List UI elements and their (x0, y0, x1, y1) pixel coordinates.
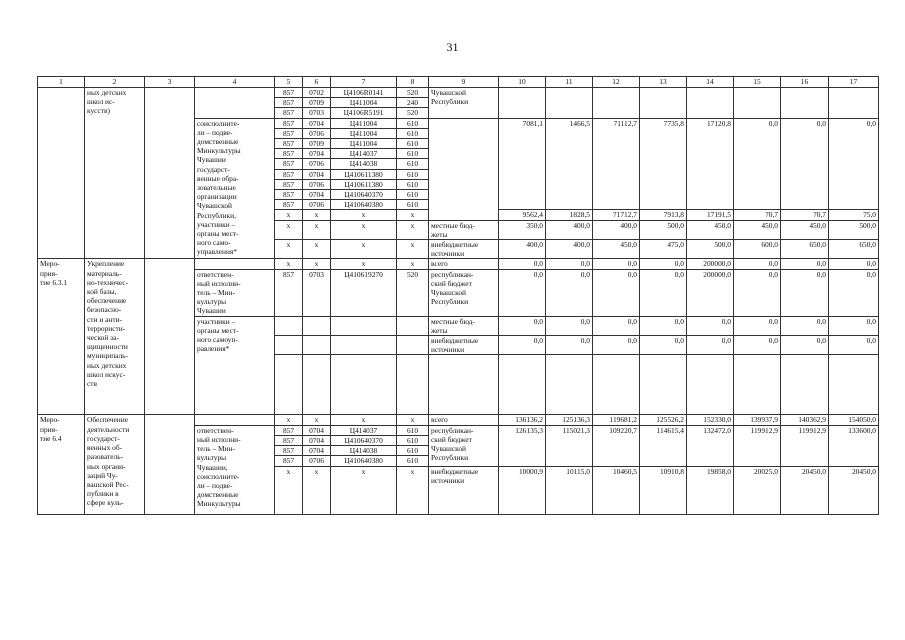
code-cell: 610 (397, 139, 429, 149)
value-cell: 475,0 (640, 240, 687, 259)
code-cell: 0704 (303, 169, 331, 179)
value-cell: 0,0 (734, 336, 781, 355)
value-cell: 0,0 (640, 269, 687, 316)
value-cell (687, 355, 734, 415)
code-cell: 520 (397, 88, 429, 98)
table-row (38, 77, 879, 88)
code-cell: 0709 (303, 98, 331, 108)
value-cell: 0,0 (687, 316, 734, 335)
code-cell (275, 316, 303, 335)
value-cell: 600,0 (734, 240, 781, 259)
code-cell: x (275, 220, 303, 239)
code-cell: x (331, 415, 397, 425)
code-cell: 0706 (303, 159, 331, 169)
value-cell: 10115,0 (546, 466, 593, 514)
code-cell: 610 (397, 425, 429, 435)
value-cell: 0,0 (829, 269, 879, 316)
code-cell: 857 (275, 149, 303, 159)
code-cell: Ц411004 (331, 118, 397, 128)
code-cell: 857 (275, 456, 303, 466)
code-cell: Ц414037 (331, 425, 397, 435)
value-cell: 0,0 (734, 259, 781, 269)
code-cell: 0704 (303, 425, 331, 435)
source-cell: всего (429, 415, 499, 425)
code-cell: x (303, 259, 331, 269)
page-number: 31 (446, 40, 459, 54)
executor-cell: соисполните- ли – подве- домственные Минкультуры Чувашии государст- венные обра- зовательные организации Чувашской Республики, участники – органы мест- ного само- управления* (195, 118, 275, 259)
code-cell (331, 316, 397, 335)
code-cell: 0703 (303, 269, 331, 316)
code-cell: 520 (397, 269, 429, 316)
code-cell: Ц410619270 (331, 269, 397, 316)
value-cell: 450,0 (687, 220, 734, 239)
code-cell: Ц414038 (331, 446, 397, 456)
code-cell: x (303, 220, 331, 239)
value-cell: 0,0 (640, 316, 687, 335)
event-name: ных детских школ ис- кусств) (85, 88, 145, 259)
code-cell: 857 (275, 269, 303, 316)
value-cell: 0,0 (829, 316, 879, 335)
value-cell: 119912,9 (781, 425, 829, 466)
value-cell (593, 355, 640, 415)
value-cell (734, 88, 781, 119)
budget-table (37, 76, 879, 515)
value-cell: 350,0 (499, 220, 546, 239)
code-cell: 857 (275, 446, 303, 456)
value-cell: 139937,9 (734, 415, 781, 425)
table-row (38, 415, 879, 425)
value-cell: 114615,4 (640, 425, 687, 466)
value-cell: 0,0 (640, 336, 687, 355)
value-cell: 500,0 (640, 220, 687, 239)
event-name: Укрепление материаль- но-техничес- кой базы, обеспечение безопасно- сти и анти- террористи- ческой за- щищенности муниципаль- ных детских школ искус- ств (85, 259, 145, 415)
event-label: Меро- прия- тие 6.3.1 (38, 259, 85, 415)
column-header: 13 (640, 77, 687, 88)
value-cell: 119681,2 (593, 415, 640, 425)
column-header: 6 (303, 77, 331, 88)
value-cell (781, 355, 829, 415)
column-header: 1 (38, 77, 85, 88)
value-cell (640, 88, 687, 119)
code-cell: Ц4106R5191 (331, 108, 397, 118)
value-cell: 0,0 (499, 316, 546, 335)
value-cell: 140362,9 (781, 415, 829, 425)
executor-cell (195, 415, 275, 425)
value-cell: 0,0 (829, 118, 879, 210)
source-cell: всего (429, 259, 499, 269)
column-header: 3 (145, 77, 195, 88)
code-cell: 610 (397, 446, 429, 456)
code-cell: x (275, 259, 303, 269)
code-cell: x (397, 210, 429, 220)
code-cell: 610 (397, 149, 429, 159)
code-cell: x (397, 259, 429, 269)
code-cell: 857 (275, 169, 303, 179)
value-cell: 450,0 (781, 220, 829, 239)
value-cell (687, 88, 734, 119)
value-cell: 133600,0 (829, 425, 879, 466)
code-cell: 0709 (303, 139, 331, 149)
code-cell: Ц410640380 (331, 200, 397, 210)
source-cell: местные бюд- жеты (429, 316, 499, 335)
value-cell: 7913,8 (640, 210, 687, 220)
value-cell: 0,0 (829, 259, 879, 269)
value-cell: 115021,3 (546, 425, 593, 466)
status-cell (145, 415, 195, 514)
status-cell (145, 88, 195, 259)
value-cell: 71712,7 (593, 210, 640, 220)
value-cell: 119912,9 (734, 425, 781, 466)
code-cell: Ц411004 (331, 98, 397, 108)
code-cell: Ц410640380 (331, 456, 397, 466)
value-cell: 0,0 (593, 269, 640, 316)
source-cell: внебюджетные источники (429, 466, 499, 514)
value-cell: 70,7 (781, 210, 829, 220)
code-cell: 0704 (303, 446, 331, 456)
value-cell (829, 88, 879, 119)
event-name: Обеспечение деятельности государст- венных об- разователь- ных органи- заций Чу- вашской Рес- публики в сфере куль- (85, 415, 145, 514)
value-cell: 126135,3 (499, 425, 546, 466)
value-cell: 0,0 (734, 118, 781, 210)
value-cell: 0,0 (499, 269, 546, 316)
code-cell: x (275, 466, 303, 514)
value-cell: 7081,1 (499, 118, 546, 210)
value-cell: 7735,8 (640, 118, 687, 210)
source-cell (429, 118, 499, 220)
code-cell: x (397, 220, 429, 239)
code-cell: Ц414037 (331, 149, 397, 159)
value-cell (640, 355, 687, 415)
value-cell: 0,0 (499, 336, 546, 355)
source-cell: республикан- ский бюджет Чувашской Республики (429, 425, 499, 466)
value-cell: 400,0 (546, 240, 593, 259)
value-cell: 75,0 (829, 210, 879, 220)
value-cell (781, 88, 829, 119)
code-cell: Ц411004 (331, 139, 397, 149)
value-cell: 0,0 (546, 316, 593, 335)
value-cell: 0,0 (546, 336, 593, 355)
column-header: 15 (734, 77, 781, 88)
value-cell: 650,0 (829, 240, 879, 259)
code-cell: 0706 (303, 128, 331, 138)
value-cell: 400,0 (593, 220, 640, 239)
value-cell (546, 88, 593, 119)
value-cell: 200000,0 (687, 259, 734, 269)
code-cell: 610 (397, 179, 429, 189)
value-cell (829, 355, 879, 415)
value-cell: 650,0 (781, 240, 829, 259)
value-cell: 0,0 (546, 269, 593, 316)
code-cell: x (275, 210, 303, 220)
executor-cell (195, 259, 275, 269)
code-cell (275, 336, 303, 355)
code-cell (303, 316, 331, 335)
code-cell: 0704 (303, 118, 331, 128)
value-cell: 0,0 (593, 316, 640, 335)
value-cell: 0,0 (499, 259, 546, 269)
column-header: 8 (397, 77, 429, 88)
value-cell: 17120,8 (687, 118, 734, 210)
value-cell: 154050,0 (829, 415, 879, 425)
value-cell (593, 88, 640, 119)
event-label (38, 88, 85, 259)
code-cell: x (303, 210, 331, 220)
source-cell: внебюджетные источники (429, 336, 499, 355)
code-cell (397, 355, 429, 415)
status-cell (145, 259, 195, 415)
source-cell: Чувашской Республики (429, 88, 499, 119)
code-cell: x (275, 415, 303, 425)
code-cell: 610 (397, 169, 429, 179)
column-header: 2 (85, 77, 145, 88)
code-cell: 240 (397, 98, 429, 108)
code-cell: 0704 (303, 190, 331, 200)
code-cell: 857 (275, 200, 303, 210)
executor-cell: участники – органы мест- ного самоуп- равления* (195, 316, 275, 415)
code-cell: 610 (397, 200, 429, 210)
column-header: 16 (781, 77, 829, 88)
value-cell: 200000,0 (687, 269, 734, 316)
value-cell: 71112,7 (593, 118, 640, 210)
code-cell: 0702 (303, 88, 331, 98)
value-cell (546, 355, 593, 415)
code-cell (331, 355, 397, 415)
code-cell: 0703 (303, 108, 331, 118)
value-cell: 1466,5 (546, 118, 593, 210)
code-cell: Ц410640370 (331, 435, 397, 445)
table-row (38, 88, 879, 98)
code-cell: 857 (275, 179, 303, 189)
column-header: 11 (546, 77, 593, 88)
value-cell (499, 88, 546, 119)
code-cell: 857 (275, 425, 303, 435)
value-cell: 20450,0 (781, 466, 829, 514)
value-cell: 125136,3 (546, 415, 593, 425)
value-cell: 500,0 (829, 220, 879, 239)
code-cell (331, 336, 397, 355)
column-header: 5 (275, 77, 303, 88)
code-cell: 520 (397, 108, 429, 118)
value-cell: 10000,9 (499, 466, 546, 514)
value-cell: 10910,8 (640, 466, 687, 514)
value-cell: 0,0 (687, 336, 734, 355)
value-cell: 20450,0 (829, 466, 879, 514)
value-cell: 70,7 (734, 210, 781, 220)
value-cell: 0,0 (781, 336, 829, 355)
source-cell (429, 355, 499, 415)
code-cell: 0706 (303, 200, 331, 210)
executor-cell (195, 88, 275, 119)
value-cell: 109220,7 (593, 425, 640, 466)
code-cell (397, 336, 429, 355)
value-cell: 0,0 (734, 316, 781, 335)
value-cell: 125526,2 (640, 415, 687, 425)
value-cell: 132472,0 (687, 425, 734, 466)
code-cell: 857 (275, 118, 303, 128)
code-cell: 857 (275, 98, 303, 108)
code-cell: 0704 (303, 435, 331, 445)
code-cell (303, 336, 331, 355)
value-cell: 1828,5 (546, 210, 593, 220)
code-cell: 610 (397, 159, 429, 169)
code-cell: 857 (275, 159, 303, 169)
code-cell: 857 (275, 190, 303, 200)
code-cell: x (331, 240, 397, 259)
value-cell: 0,0 (640, 259, 687, 269)
code-cell: x (331, 466, 397, 514)
column-header: 9 (429, 77, 499, 88)
value-cell: 136136,2 (499, 415, 546, 425)
code-cell: 857 (275, 139, 303, 149)
value-cell: 0,0 (734, 269, 781, 316)
code-cell: 0706 (303, 456, 331, 466)
value-cell: 0,0 (781, 259, 829, 269)
column-header: 12 (593, 77, 640, 88)
value-cell: 19858,0 (687, 466, 734, 514)
code-cell: x (303, 466, 331, 514)
code-cell: x (331, 210, 397, 220)
value-cell: 0,0 (593, 259, 640, 269)
executor-cell: ответствен- ный исполни- тель – Мин- культуры Чувашии (195, 269, 275, 316)
code-cell: x (397, 415, 429, 425)
code-cell: Ц410640370 (331, 190, 397, 200)
code-cell: x (397, 240, 429, 259)
value-cell (499, 355, 546, 415)
value-cell (734, 355, 781, 415)
code-cell: Ц414038 (331, 159, 397, 169)
value-cell: 0,0 (546, 259, 593, 269)
code-cell: 610 (397, 435, 429, 445)
code-cell: x (397, 466, 429, 514)
code-cell: 0706 (303, 179, 331, 189)
code-cell (303, 355, 331, 415)
value-cell: 0,0 (781, 118, 829, 210)
code-cell: 610 (397, 118, 429, 128)
column-header: 4 (195, 77, 275, 88)
source-cell: республикан- ский бюджет Чувашской Республики (429, 269, 499, 316)
value-cell: 152330,0 (687, 415, 734, 425)
value-cell: 400,0 (499, 240, 546, 259)
value-cell: 450,0 (734, 220, 781, 239)
value-cell: 0,0 (781, 316, 829, 335)
code-cell: 857 (275, 128, 303, 138)
source-cell: внебюджетные источники (429, 240, 499, 259)
column-header: 7 (331, 77, 397, 88)
code-cell: Ц410611380 (331, 169, 397, 179)
code-cell: 610 (397, 456, 429, 466)
code-cell: Ц410611380 (331, 179, 397, 189)
event-label: Меро- прия- тие 6.4 (38, 415, 85, 514)
code-cell: x (303, 415, 331, 425)
value-cell: 9562,4 (499, 210, 546, 220)
code-cell: 610 (397, 128, 429, 138)
code-cell: 0704 (303, 149, 331, 159)
value-cell: 10460,5 (593, 466, 640, 514)
source-cell: местные бюд- жеты (429, 220, 499, 239)
code-cell: Ц4106R0141 (331, 88, 397, 98)
value-cell: 400,0 (546, 220, 593, 239)
value-cell: 0,0 (829, 336, 879, 355)
code-cell: x (331, 259, 397, 269)
code-cell: x (331, 220, 397, 239)
executor-cell: ответствен- ный исполни- тель – Мин- культуры Чувашии, соисполните- ли – подве- домственные Минкультуры (195, 425, 275, 514)
value-cell: 0,0 (781, 269, 829, 316)
code-cell (397, 316, 429, 335)
value-cell: 450,0 (593, 240, 640, 259)
code-cell: Ц411004 (331, 128, 397, 138)
code-cell: 857 (275, 108, 303, 118)
code-cell: 857 (275, 435, 303, 445)
code-cell: x (275, 240, 303, 259)
column-header: 14 (687, 77, 734, 88)
table-row (38, 259, 879, 269)
code-cell: x (303, 240, 331, 259)
code-cell: 610 (397, 190, 429, 200)
value-cell: 20025,0 (734, 466, 781, 514)
column-header: 10 (499, 77, 546, 88)
code-cell: 857 (275, 88, 303, 98)
value-cell: 17191,5 (687, 210, 734, 220)
code-cell (275, 355, 303, 415)
column-header: 17 (829, 77, 879, 88)
value-cell: 500,0 (687, 240, 734, 259)
value-cell: 0,0 (593, 336, 640, 355)
